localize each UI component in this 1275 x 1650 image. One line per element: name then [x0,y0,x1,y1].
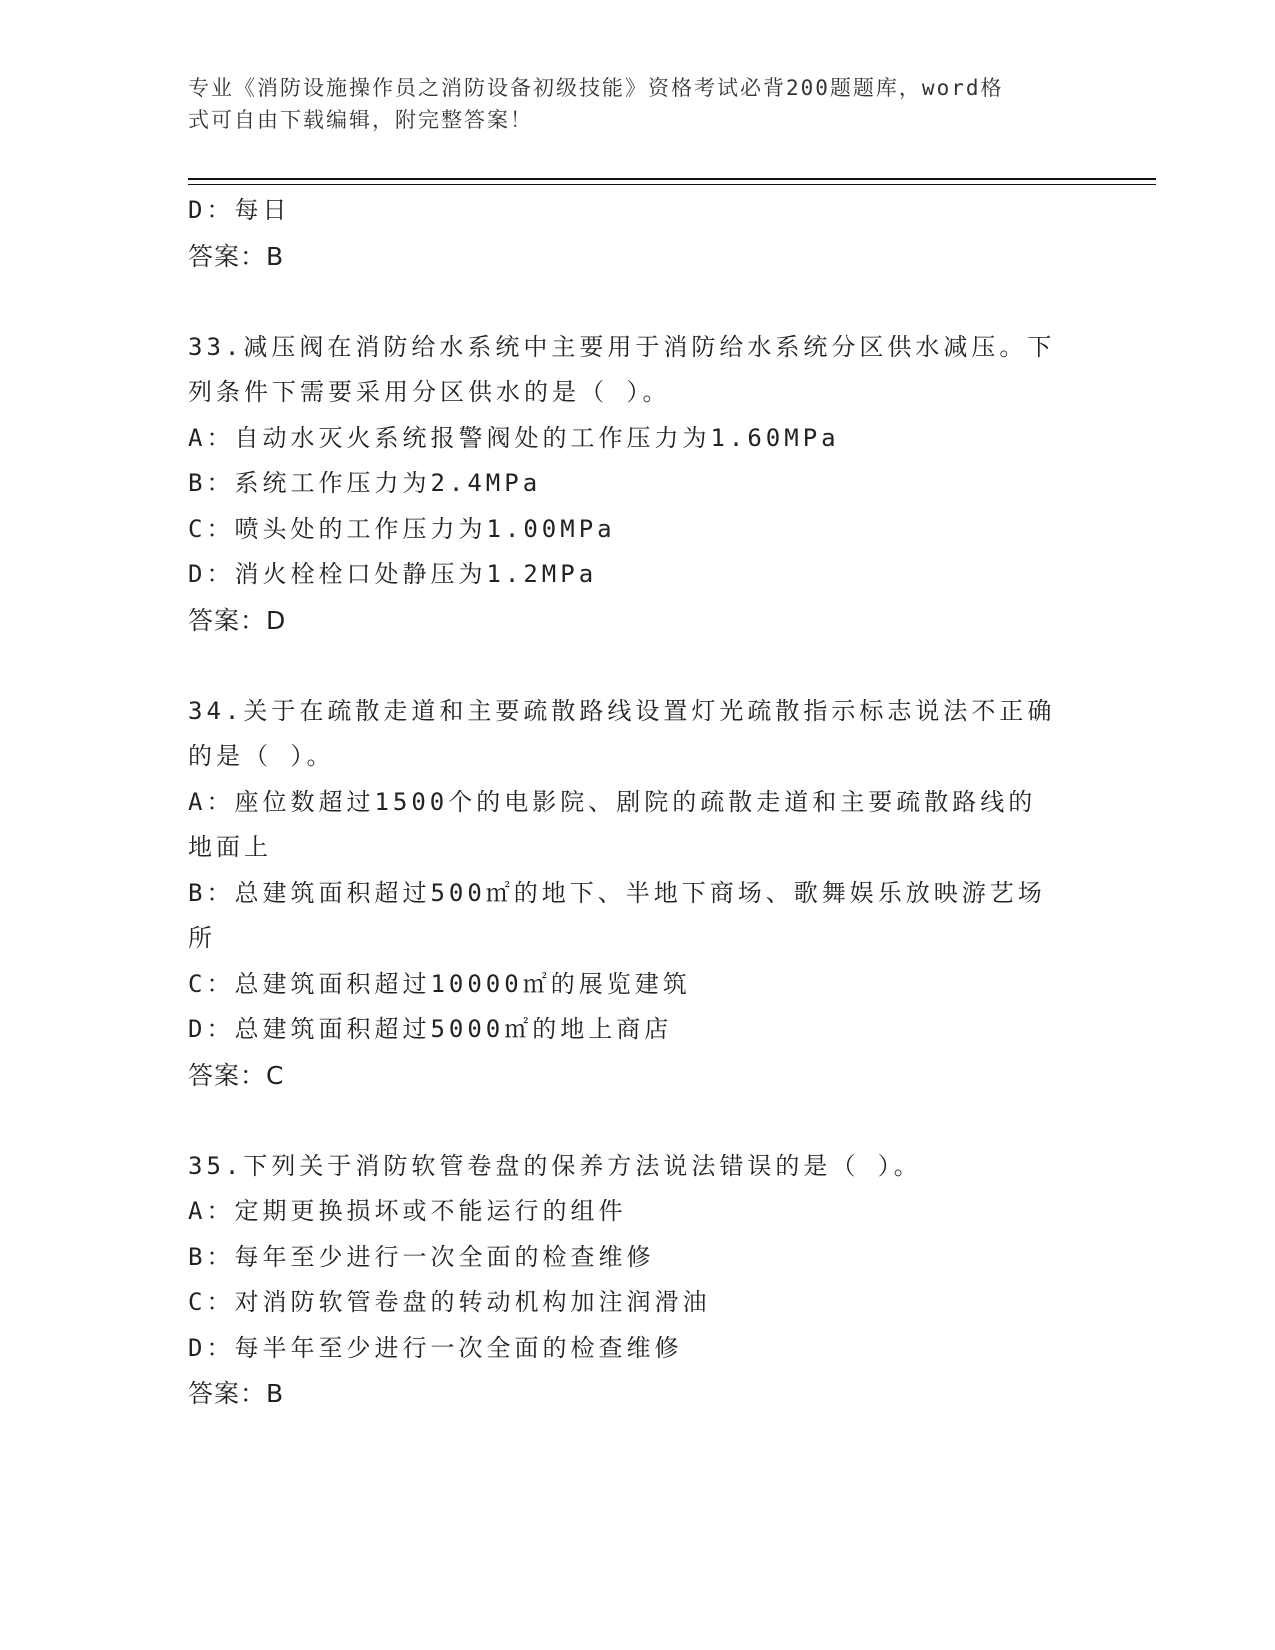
document-header [188,72,1068,136]
option-b: B：总建筑面积超过500㎡的地下、半地下商场、歌舞娱乐放映游艺场 [188,878,1046,907]
question-stem: 列条件下需要采用分区供水的是（ ）。 [188,378,671,406]
spacer [188,279,1078,325]
option-c: C：对消防软管卷盘的转动机构加注润滑油 [188,1288,711,1316]
question-stem: 33.减压阀在消防给水系统中主要用于消防给水系统分区供水减压。下 [188,332,1056,361]
option-a-continued: 地面上 [188,833,272,861]
option-d: D：消火栓栓口处静压为1.2MPa [188,560,598,588]
answer: 答案：C [188,1060,285,1090]
question-stem: 34.关于在疏散走道和主要疏散路线设置灯光疏散指示标志说法不正确 [188,696,1056,725]
option-a: A：自动水灭火系统报警阀处的工作压力为1.60MPa [188,423,840,452]
option-a: A：座位数超过1500个的电影院、剧院的疏散走道和主要疏散路线的 [188,787,1037,816]
option-d: D：每半年至少进行一次全面的检查维修 [188,1333,683,1362]
option-b-continued: 所 [188,924,216,952]
option-b: B：系统工作压力为2.4MPa [188,469,542,497]
spacer [188,643,1078,689]
question-35 [188,1144,1078,1417]
question-stem: 35.下列关于消防软管卷盘的保养方法说法错误的是（ ）。 [188,1151,922,1180]
header-line-1: 专业《消防设施操作员之消防设备初级技能》资格考试必背200题题库，word格 [188,76,1004,100]
header-divider-thin [188,184,1156,185]
question-list [188,188,1078,1417]
header-line-2: 式可自由下载编辑，附完整答案！ [188,108,533,132]
option-a: A：定期更换损坏或不能运行的组件 [188,1197,627,1225]
header-divider-thick [188,178,1156,180]
question-33 [188,325,1078,644]
spacer [188,1098,1078,1144]
option-c: C：总建筑面积超过10000㎡的展览建筑 [188,969,691,998]
prev-answer: 答案：B [188,241,285,271]
answer: 答案：D [188,605,287,635]
option-d: D：总建筑面积超过5000㎡的地上商店 [188,1015,673,1043]
answer: 答案：B [188,1379,285,1408]
question-34 [188,689,1078,1099]
prev-option-d: D：每日 [188,196,291,224]
question-stem: 的是（ ）。 [188,742,335,770]
option-b: B：每年至少进行一次全面的检查维修 [188,1242,655,1271]
option-c: C：喷头处的工作压力为1.00MPa [188,514,616,543]
